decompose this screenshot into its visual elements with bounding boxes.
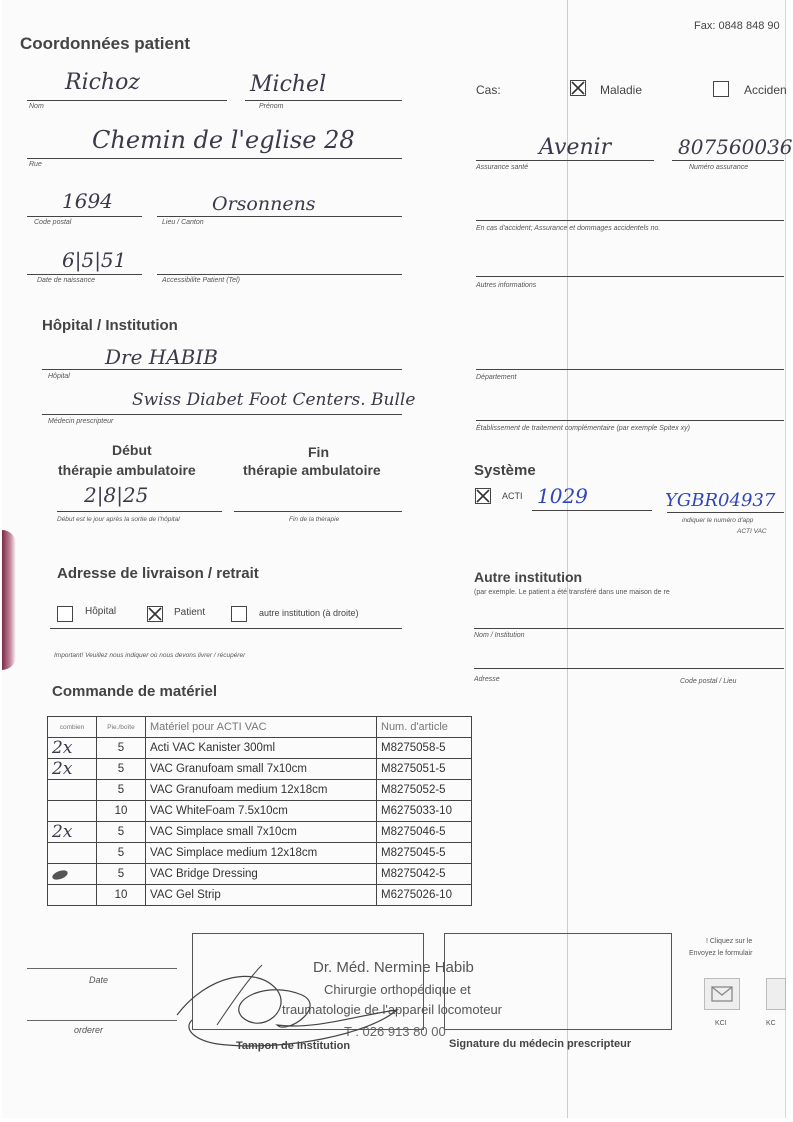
- patient-nom-value[interactable]: Richoz: [65, 70, 140, 95]
- livraison-patient-text: Patient: [174, 607, 206, 618]
- acti-checkbox[interactable]: [475, 488, 491, 504]
- row-name: Acti VAC Kanister 300ml: [146, 738, 377, 759]
- systeme-title: Système: [474, 462, 536, 479]
- row-num: M8275052-5: [377, 780, 472, 801]
- handwritten-signature: [167, 955, 457, 1060]
- row-per: 10: [97, 885, 146, 906]
- row-num: M8275042-5: [377, 864, 472, 885]
- fax-number: Fax: 0848 848 90: [694, 20, 780, 32]
- maladie-checkbox[interactable]: [570, 80, 586, 96]
- serial-value[interactable]: YGBR04937: [665, 490, 776, 511]
- assurance-value[interactable]: Avenir: [539, 135, 612, 160]
- patient-naissance-value[interactable]: 6|5|51: [62, 248, 127, 272]
- stamp-line-1: Dr. Méd. Nermine Habib: [313, 959, 474, 976]
- table-row: [48, 759, 472, 780]
- row-qty[interactable]: [48, 885, 97, 906]
- cas-label: Cas:: [476, 83, 501, 97]
- header-combien: combien: [48, 717, 97, 738]
- header-materiel: Matériel pour ACTI VAC: [146, 717, 377, 738]
- row-num: M8275045-5: [377, 843, 472, 864]
- orderer-label: orderer: [74, 1025, 104, 1035]
- numero-assurance-value[interactable]: 807560036: [678, 135, 793, 159]
- patient-rue-value[interactable]: Chemin de l'eglise 28: [92, 126, 355, 154]
- hopital-label: Hôpital: [48, 373, 70, 380]
- row-qty[interactable]: 2x: [48, 738, 97, 759]
- fin-note: Fin de la thérapie: [289, 516, 340, 523]
- accident-info-label: En cas d'accident; Assurance et dommages accidentels no.: [476, 225, 661, 232]
- maladie-text: Maladie: [600, 83, 643, 97]
- scan-edge-artifact: [2, 530, 16, 670]
- row-qty[interactable]: [48, 843, 97, 864]
- hopital-value[interactable]: Dre HABIB: [105, 345, 218, 369]
- stamp-line-3: traumatologie de l'appareil locomoteur: [282, 1002, 502, 1017]
- table-row: [48, 822, 472, 843]
- debut-note: Début est le jour après la sortie de l'hôpital: [57, 516, 180, 523]
- departement-label: Département: [476, 374, 517, 381]
- livraison-hopital-checkbox[interactable]: [57, 606, 73, 622]
- rue-label: Rue: [29, 161, 42, 168]
- debut-subtitle: thérapie ambulatoire: [58, 462, 196, 478]
- autre-institution-title: Autre institution: [474, 569, 583, 585]
- cliquez-text: ! Cliquez sur le: [706, 938, 753, 945]
- row-per: 10: [97, 801, 146, 822]
- nom-label: Nom: [29, 103, 44, 110]
- header-pie-boite: Pie./boîte: [97, 717, 146, 738]
- fin-subtitle: thérapie ambulatoire: [243, 462, 381, 478]
- signature-label: Signature du médecin prescripteur: [449, 1038, 632, 1050]
- row-qty[interactable]: [48, 801, 97, 822]
- acti-value[interactable]: 1029: [537, 484, 588, 508]
- autre-institution-sub: (par exemple. Le patient a été transféré dans une maison de re: [474, 589, 670, 596]
- autre-nom-label: Nom / Institution: [474, 632, 525, 639]
- patient-prenom-value[interactable]: Michel: [250, 72, 327, 97]
- accident-checkbox[interactable]: [713, 81, 729, 97]
- row-per: 5: [97, 759, 146, 780]
- livraison-autre-text: autre institution (à droite): [259, 608, 359, 618]
- autres-info-label: Autres informations: [476, 282, 537, 289]
- row-qty[interactable]: [48, 780, 97, 801]
- medecin-value[interactable]: Swiss Diabet Foot Centers. Bulle: [132, 390, 416, 410]
- scribble-mark: [51, 869, 69, 882]
- form-page: [2, 0, 793, 1118]
- print-icon[interactable]: [766, 978, 786, 1010]
- livraison-patient-checkbox[interactable]: [147, 606, 163, 622]
- row-name: VAC WhiteFoam 7.5x10cm: [146, 801, 377, 822]
- debut-value[interactable]: 2|8|25: [84, 483, 149, 507]
- accessibilite-label: Accessibilite Patient (Tel): [162, 277, 240, 284]
- row-per: 5: [97, 780, 146, 801]
- row-per: 5: [97, 843, 146, 864]
- lieu-label: Lieu / Canton: [162, 219, 204, 226]
- patient-lieu-value[interactable]: Orsonnens: [212, 193, 316, 215]
- row-name: VAC Granufoam small 7x10cm: [146, 759, 377, 780]
- fin-title: Fin: [308, 444, 329, 460]
- assurance-label: Assurance santé: [476, 164, 529, 171]
- row-name: VAC Simplace medium 12x18cm: [146, 843, 377, 864]
- email-envelope-icon[interactable]: [704, 978, 740, 1010]
- kc-label: KC: [766, 1020, 776, 1027]
- row-num: M8275058-5: [377, 738, 472, 759]
- row-per: 5: [97, 822, 146, 843]
- row-name: VAC Simplace small 7x10cm: [146, 822, 377, 843]
- patient-cp-value[interactable]: 1694: [62, 189, 113, 213]
- livraison-autre-checkbox[interactable]: [231, 606, 247, 622]
- accident-text: Acciden: [744, 83, 787, 97]
- etablissement-label: Établissement de traitement complémentaire (par exemple Spitex xy): [476, 425, 690, 432]
- row-name: VAC Gel Strip: [146, 885, 377, 906]
- materiel-table: [47, 716, 472, 906]
- row-per: 5: [97, 864, 146, 885]
- header-num-article: Num. d'article: [377, 717, 472, 738]
- stamp-line-4: T : 026 913 80 00: [344, 1024, 446, 1039]
- commande-title: Commande de matériel: [52, 683, 218, 700]
- envoyez-text: Envoyez le formulair: [689, 950, 753, 957]
- debut-title: Début: [112, 442, 152, 458]
- section-title-hopital: Hôpital / Institution: [42, 317, 178, 334]
- table-row: [48, 885, 472, 906]
- serial-note2: ACTI VAC: [737, 528, 767, 535]
- row-num: M6275033-10: [377, 801, 472, 822]
- section-title-patient: Coordonnées patient: [20, 34, 191, 53]
- table-row: [48, 780, 472, 801]
- table-header-row: [48, 717, 472, 738]
- row-name: VAC Bridge Dressing: [146, 864, 377, 885]
- medecin-label: Médecin prescripteur: [48, 418, 114, 425]
- acti-text: ACTI: [502, 491, 523, 501]
- autre-adresse-label: Adresse: [474, 676, 500, 683]
- livraison-important: Important! Veuillez nous indiquer où nous devons livrer / récupérer: [54, 652, 246, 659]
- row-qty[interactable]: 2x: [48, 759, 97, 780]
- row-qty[interactable]: 2x: [48, 822, 97, 843]
- numero-assurance-label: Numéro assurance: [689, 164, 749, 171]
- livraison-hopital-text: Hôpital: [85, 606, 117, 617]
- table-row: [48, 864, 472, 885]
- kci-label: KCI: [715, 1020, 727, 1027]
- stamp-line-2: Chirurgie orthopédique et: [324, 982, 471, 997]
- naissance-label: Date de naissance: [37, 277, 95, 284]
- table-row: [48, 843, 472, 864]
- row-name: VAC Granufoam medium 12x18cm: [146, 780, 377, 801]
- row-per: 5: [97, 738, 146, 759]
- row-num: M6275026-10: [377, 885, 472, 906]
- serial-note1: indiquer le numéro d'app: [682, 517, 754, 524]
- prenom-label: Prénom: [259, 103, 284, 110]
- table-row: [48, 801, 472, 822]
- table-row: [48, 738, 472, 759]
- livraison-title: Adresse de livraison / retrait: [57, 565, 259, 582]
- row-num: M8275046-5: [377, 822, 472, 843]
- tampon-label: Tampon de Institution: [236, 1040, 351, 1052]
- date-label: Date: [89, 975, 109, 985]
- autre-cp-label: Code postal / Lieu: [680, 678, 737, 685]
- row-num: M8275051-5: [377, 759, 472, 780]
- cp-label: Code postal: [34, 219, 72, 226]
- row-qty[interactable]: [48, 864, 97, 885]
